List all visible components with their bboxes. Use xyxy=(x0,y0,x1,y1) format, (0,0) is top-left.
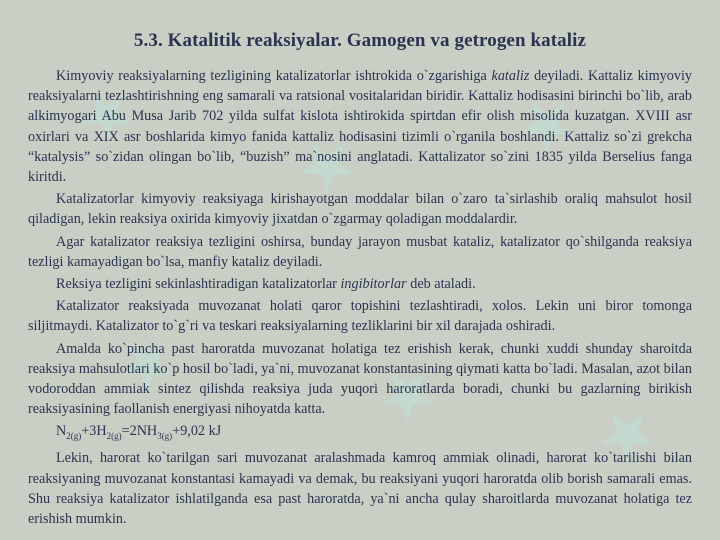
formula-part: +9,02 kJ xyxy=(172,423,222,440)
paragraph-ammonia: Amalda ko`pincha past haroratda muvozanat holatiga tez erishish kerak, chunki xuddi shunday sharoitda reaksiya mahsulotlari ko`p hosil bo`ladi, ya`ni, muvozanat konstantasining qiymati katta bo`ladi. Masalan, azot bilan vodoroddan ammiak sintez qilishda reaksiya juda yuqori haroratlarda boradi, chunki bu gazlarning birikish reaksiyasining faollanish energiyasi nihoyatda katta. xyxy=(28,340,692,418)
watermark-glyph: ★ xyxy=(585,391,668,478)
paragraph-text: deb ataladi. xyxy=(406,276,476,293)
paragraph-text: Reksiya tezligini sekinlashtiradigan katalizatorlar xyxy=(56,276,341,293)
term-kataliz: kataliz xyxy=(491,68,530,84)
formula-part: +3H xyxy=(81,423,107,440)
paragraph-intro xyxy=(28,66,692,187)
paragraph-inhibitors xyxy=(28,274,692,294)
watermark-glyph: ★ xyxy=(105,321,188,408)
paragraph-catalysts: Katalizatorlar kimyoviy reaksiyaga kirishayotgan moddalar bilan o`zaro ta`sirlashib oraliq mahsulot hosil qiladigan, lekin reaksiya oxirida kimyoviy jixatdan o`zgarmay qoladigan moddalardir. xyxy=(28,191,692,228)
document-body xyxy=(28,0,692,531)
watermark-glyph: ★ xyxy=(365,351,448,438)
page-title: 5.3. Katalitik reaksiyalar. Gamogen va getrogen kataliz xyxy=(133,30,587,51)
formula-part: =2NH xyxy=(121,423,158,440)
formula-subscript: 3(g) xyxy=(157,431,173,442)
watermark-glyph: ★ xyxy=(65,71,148,158)
paragraph-conclusion: Lekin, harorat ko`tarilgan sari muvozanat aralashmada kamroq ammiak olinadi, harorat ko`tarilishi bilan reaksiyaning muvozanat konstantasi kamayadi va demak, bu reaksiyani yuqori haroratda olib borish samarali emas. Shu reaksiya katalizator ishlatilganda esa past haroratda, ya`ni ancha qulay sharoitlarda muvozanat holatiga tez erishish mumkin. xyxy=(28,450,692,528)
reaction-equation xyxy=(28,421,692,446)
term-ingibitorlar: ingibitorlar xyxy=(340,276,407,293)
paragraph-text: deyiladi. Kattaliz kimyoviy reaksiyalarni tezlashtirishning eng samarali va ratsional vositalaridan biridir. Kattaliz hodisasini birinchi bo`lib, arab alkimyogari Abu Musa Jarib 702 yilda sulfat kislota ishtirokida spirtdan efir olish misolida kuzatgan. XVIII asr oxirlari va XIX asr boshlarida kimyo fanida kattaliz hodisasini tizimli o`rganila boshlandi. Kattaliz so`zi grekcha “katalysis” so`zidan olingan bo`lib, “buzish” ma`nosini anglatadi. Kattalizator so`zini 1835 yilda Berselius fanga kiritdi. xyxy=(28,68,692,186)
formula-subscript: 2(g) xyxy=(106,431,122,442)
watermark-glyph: ★ xyxy=(285,121,368,208)
paragraph-text: Kimyoviy reaksiyalarning tezligining katalizatorlar ishtrokida o`zgarishiga xyxy=(56,68,492,84)
watermark-glyph: ★ xyxy=(505,81,588,168)
paragraph-equilibrium: Katalizator reaksiyada muvozanat holati qaror topishini tezlashtiradi, xolos. Lekin uni biror tomonga siljitmaydi. Katalizator to`g`ri va teskari reaksiyalarning tezliklarini bir xil darajada oshiradi. xyxy=(28,298,692,335)
formula-subscript: 2(g) xyxy=(66,431,82,442)
formula-part: N xyxy=(56,423,67,440)
paragraph-positive-negative: Agar katalizator reaksiya tezligini oshirsa, bunday jarayon musbat kataliz, katalizator qo`shilganda reaksiya tezligi kamayadigan bo`lsa, manfiy kataliz deyiladi. xyxy=(28,233,692,270)
